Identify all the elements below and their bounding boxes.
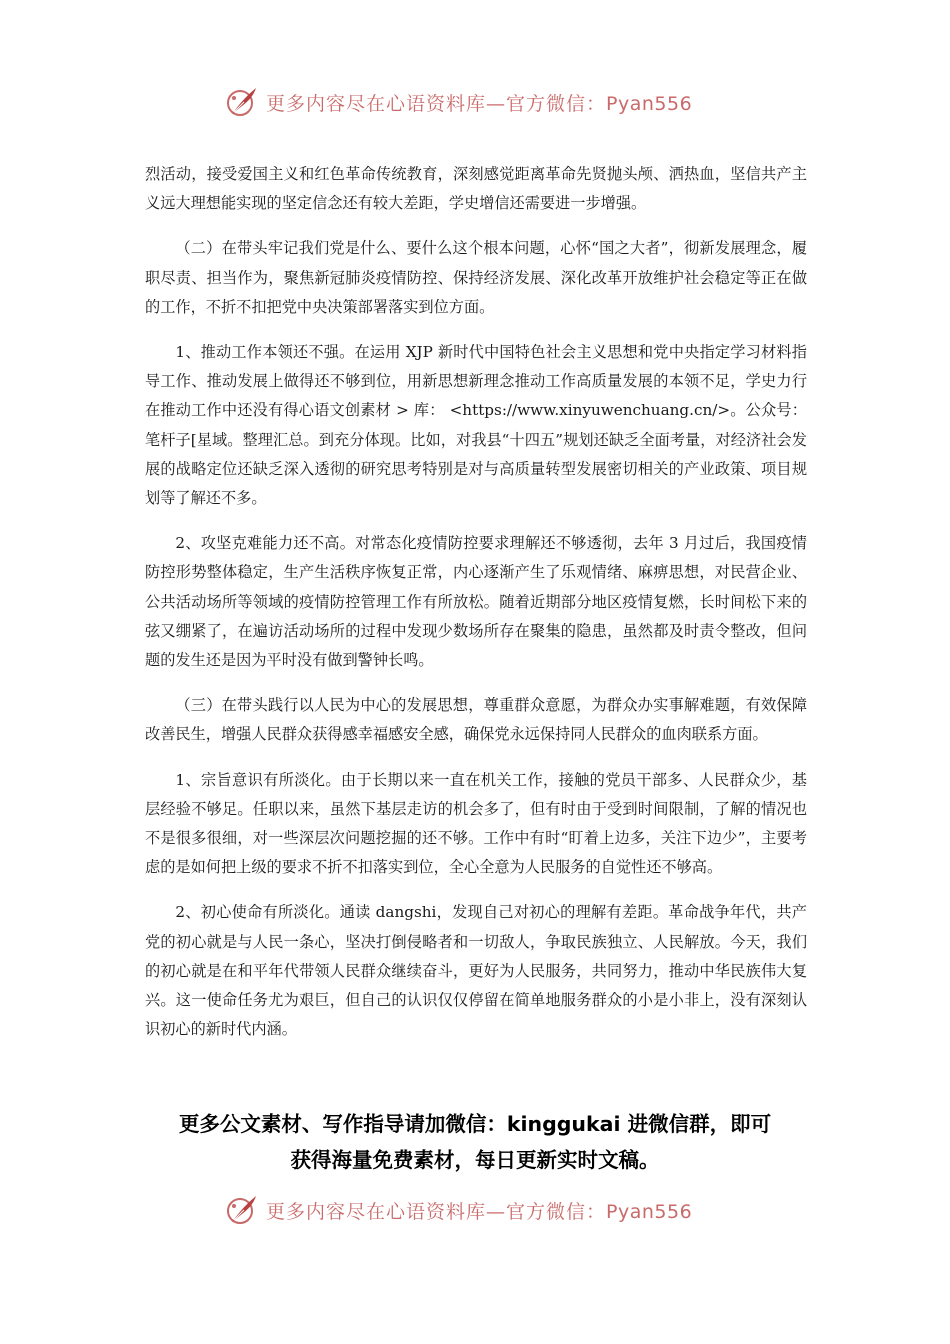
- quill-logo-icon: [224, 84, 260, 120]
- header-banner-text: 更多内容尽在心语资料库—官方微信：Pyan556: [266, 92, 693, 115]
- header-banner: [224, 84, 744, 120]
- quill-logo-icon: [224, 1192, 260, 1228]
- promo-line-2: 获得海量免费素材，每日更新实时文稿。: [290, 1148, 660, 1172]
- paragraph: 2、初心使命有所淡化。通读 dangshi，发现自己对初心的理解有差距。革命战争年代，共产党的初心就是与人民一条心，坚决打倒侵略者和一切敌人，争取民族独立、人民解放。今天，我们的初心就是在和平年代带领人民群众继续奋斗，更好为人民服务，共同努力，推动中华民族伟大复兴。这一使命任务尤为艰巨，但自己的认识仅仅停留在简单地服务群众的小是小非上，没有深刻认识初心的新时代内涵。: [145, 903, 807, 1039]
- document-body: [145, 160, 807, 1060]
- paragraph: 1、推动工作本领还不强。在运用 XJP 新时代中国特色社会主义思想和党中央指定学习材料指导工作、推动发展上做得还不够到位，用新思想新理念推动工作高质量发展的本领不足，学史力行在推动工作中还没有得心语文创素材 > 库： <https://www.xinyuwenchuang.cn/>。公众号：笔杆子[星域。整理汇总。到充分体现。比如，对我县“十四五”规划还缺乏全面考量，对经济社会发展的战略定位还缺乏深入透彻的研究思考特别是对与高质量转型发展密切相关的产业政策、项目规划等了解还不多。: [145, 343, 807, 508]
- section-heading-3: （三）在带头践行以人民为中心的发展思想，尊重群众意愿，为群众办实事解难题，有效保障改善民生，增强人民群众获得感幸福感安全感，确保党永远保持同人民群众的血肉联系方面。: [145, 696, 807, 744]
- section-heading-2: （二）在带头牢记我们党是什么、要什么这个根本问题，心怀“国之大者”，彻新发展理念，履职尽责、担当作为，聚焦新冠肺炎疫情防控、保持经济发展、深化改革开放维护社会稳定等正在做的工作，不折不扣把党中央决策部署落实到位方面。: [145, 239, 807, 316]
- footer-banner-text: 更多内容尽在心语资料库—官方微信：Pyan556: [266, 1200, 693, 1223]
- promo-notice: [130, 1106, 820, 1178]
- promo-line-1: 更多公文素材、写作指导请加微信：kinggukai 进微信群，即可: [178, 1112, 772, 1136]
- paragraph: 2、攻坚克难能力还不高。对常态化疫情防控要求理解还不够透彻，去年 3 月过后，我国疫情防控形势整体稳定，生产生活秩序恢复正常，内心逐渐产生了乐观情绪、麻痹思想，对民营企业、公共活动场所等领域的疫情防控管理工作有所放松。随着近期部分地区疫情复燃，长时间松下来的弦又绷紧了，在遍访活动场所的过程中发现少数场所存在聚集的隐患，虽然都及时责令整改，但问题的发生还是因为平时没有做到警钟长鸣。: [145, 534, 807, 670]
- footer-banner: [224, 1192, 744, 1228]
- paragraph: 1、宗旨意识有所淡化。由于长期以来一直在机关工作，接触的党员干部多、人民群众少，基层经验不够足。任职以来，虽然下基层走访的机会多了，但有时由于受到时间限制，了解的情况也不是很多很细，对一些深层次问题挖掘的还不够。工作中有时“盯着上边多，关注下边少”，主要考虑的是如何把上级的要求不折不扣落实到位，全心全意为人民服务的自觉性还不够高。: [145, 770, 807, 877]
- paragraph: 烈活动，接受爱国主义和红色革命传统教育，深刻感觉距离革命先贤抛头颅、洒热血，坚信共产主义远大理想能实现的坚定信念还有较大差距，学史增信还需要进一步增强。: [145, 165, 807, 213]
